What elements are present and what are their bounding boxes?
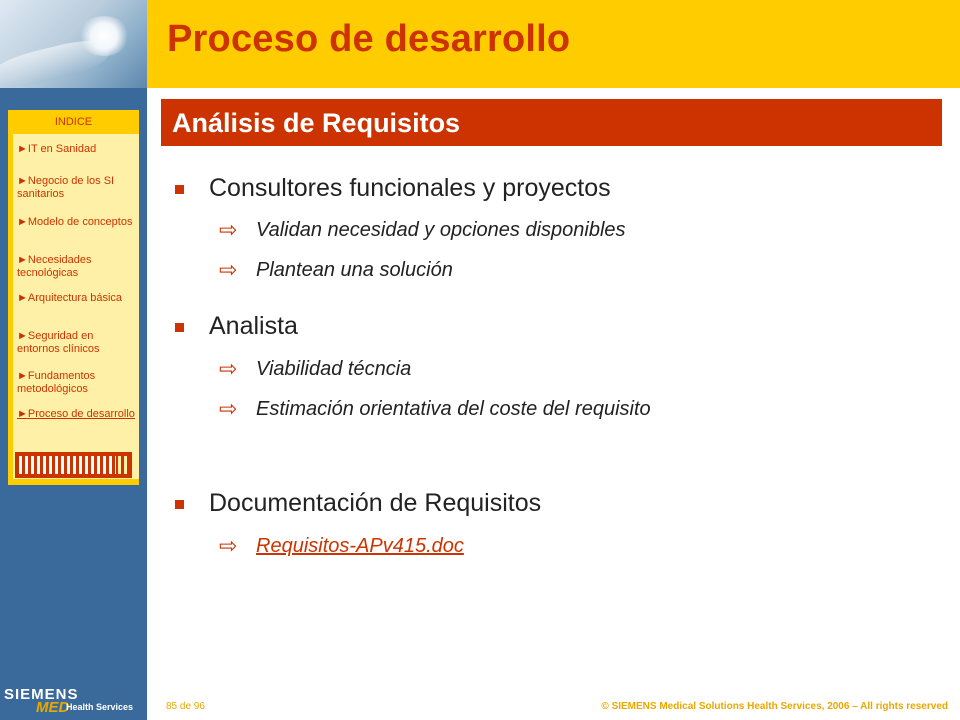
index-item-fundamentos[interactable]: ►Fundamentos metodológicos	[17, 370, 96, 395]
sub-viabilidad: Viabilidad técncia	[256, 358, 412, 380]
page-number: 85 de 96	[166, 701, 205, 712]
siemens-logo: SIEMENS	[4, 686, 79, 703]
arrow-right-icon: ⇨	[219, 257, 238, 282]
sub-validan: Validan necesidad y opciones disponibles	[256, 219, 626, 241]
light-glow	[78, 16, 130, 56]
progress-bar	[15, 452, 132, 478]
square-bullet-icon	[175, 500, 184, 509]
index-item-seguridad[interactable]: ►Seguridad en entornos clínicos	[17, 330, 100, 355]
page-title: Proceso de desarrollo	[167, 18, 571, 60]
square-bullet-icon	[175, 185, 184, 194]
index-item-proceso-label: Proceso de desarrollo	[27, 408, 135, 420]
sub-estimacion: Estimación orientativa del coste del requisito	[256, 398, 651, 420]
progress-fill	[19, 456, 128, 474]
arrow-right-icon: ⇨	[219, 217, 238, 242]
index-heading[interactable]: INDICE	[54, 116, 93, 128]
index-item-proceso-prefix: ►	[17, 408, 28, 420]
bullet-analista: Analista	[209, 312, 298, 340]
header-photo	[0, 0, 147, 88]
index-item-negocio[interactable]: ►Negocio de los SI sanitarios	[17, 175, 115, 200]
index-item-modelo[interactable]: ►Modelo de conceptos	[17, 216, 133, 228]
arrow-right-icon: ⇨	[219, 356, 238, 381]
med-logo: MED	[36, 699, 70, 716]
index-item-arquitectura[interactable]: ►Arquitectura básica	[17, 292, 123, 304]
sub-plantean: Plantean una solución	[256, 259, 453, 281]
index-item-proceso[interactable]	[17, 408, 139, 421]
copyright-notice: © SIEMENS Medical Solutions Health Services, 2006 – All rights reserved	[601, 701, 948, 712]
index-item-it-sanidad[interactable]: ►IT en Sanidad	[17, 143, 97, 155]
section-title: Análisis de Requisitos	[172, 108, 461, 138]
health-services-label: Health Services	[66, 702, 134, 712]
index-item-necesidades[interactable]: ►Necesidades tecnológicas	[17, 254, 92, 279]
progress-remaining	[116, 456, 128, 474]
requisitos-doc-link[interactable]: Requisitos-APv415.doc	[256, 535, 464, 557]
bullet-consultores: Consultores funcionales y proyectos	[209, 174, 611, 202]
arrow-right-icon: ⇨	[219, 533, 238, 558]
arrow-right-icon: ⇨	[219, 396, 238, 421]
bullet-documentacion: Documentación de Requisitos	[209, 489, 542, 517]
square-bullet-icon	[175, 323, 184, 332]
